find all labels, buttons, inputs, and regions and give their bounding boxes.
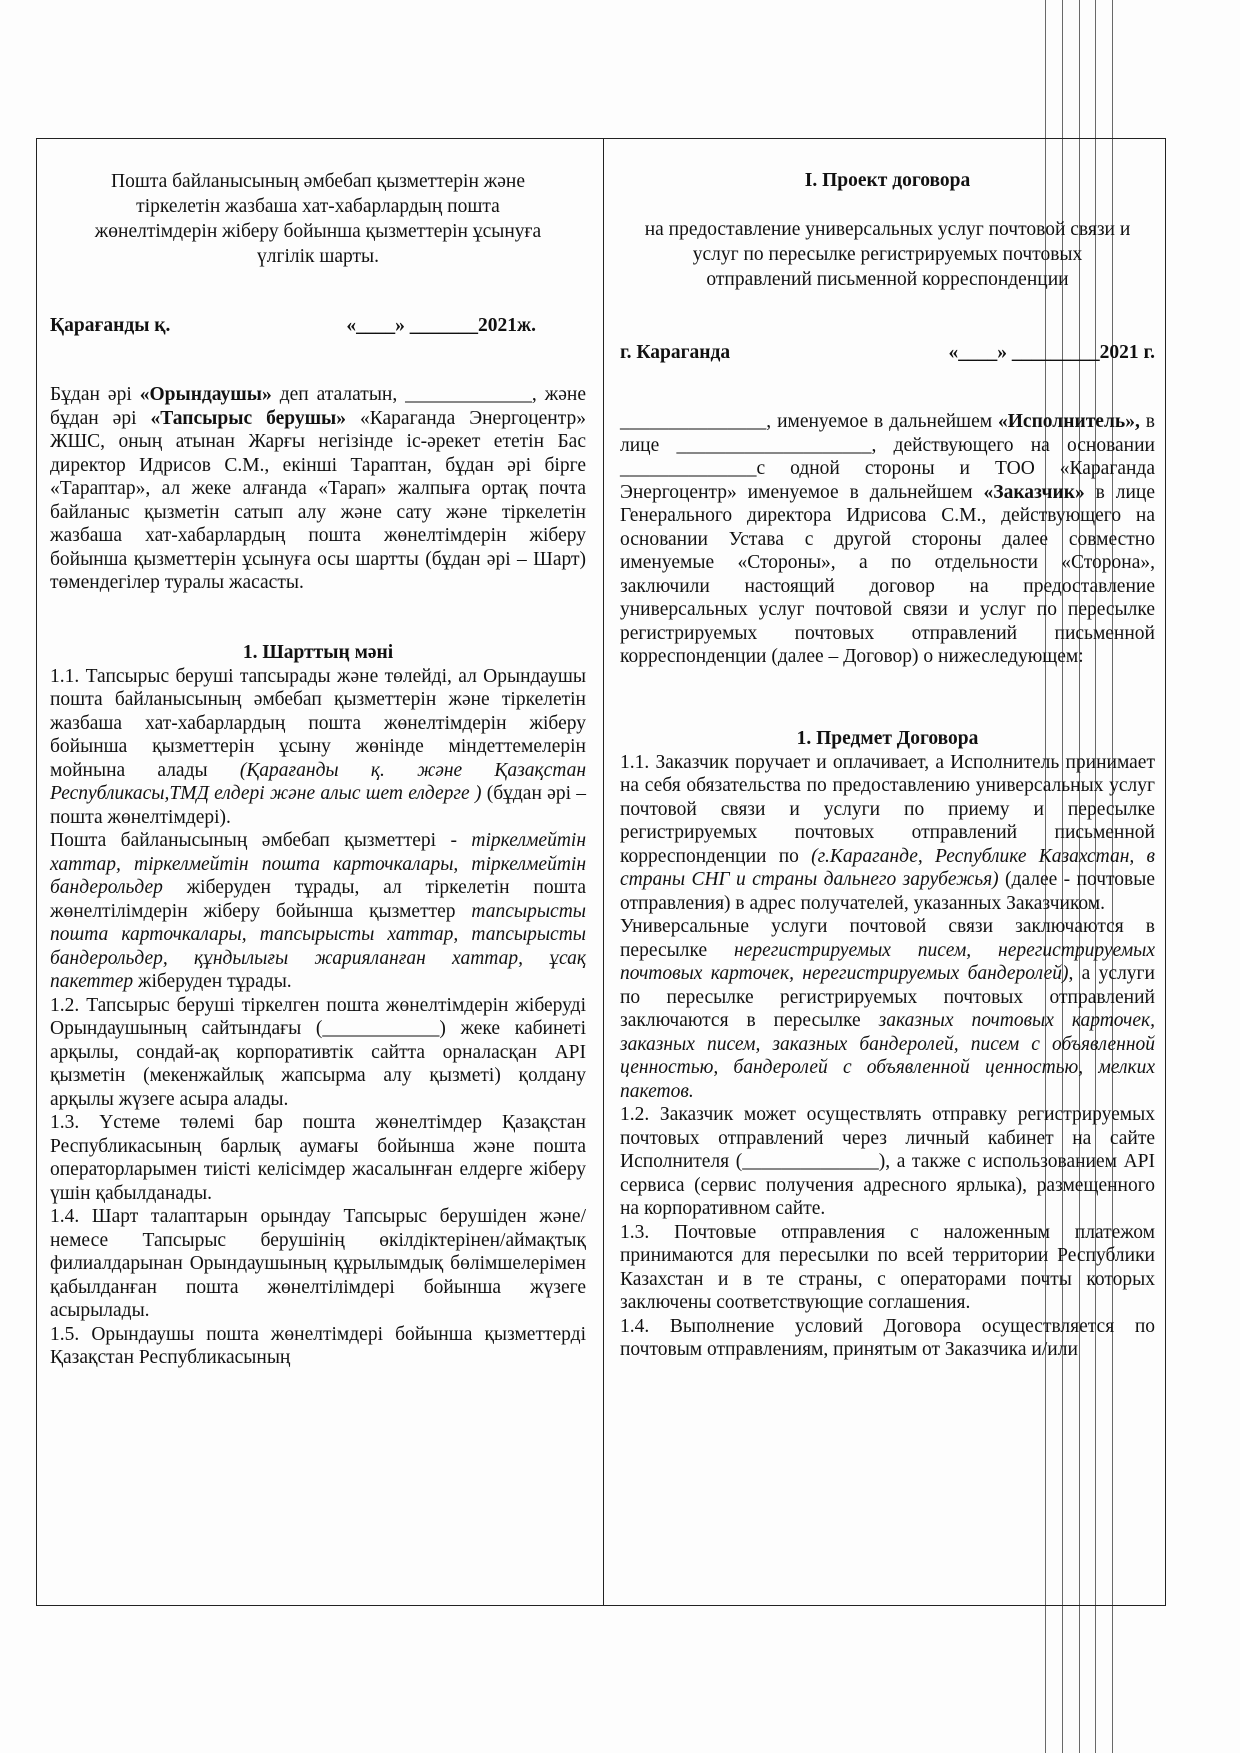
ru-intro (620, 410, 1155, 669)
kz-text-italic: (Қарағанды қ. және Қазақстан Республикасы,ТМД елдері және алыс шет елдерге ) (50, 759, 587, 804)
ru-text: 1.1. Заказчик поручает и оплачивает, а Исполнитель принимает на себя обязательства по предоставлению универсальных услуг почтовой связи и услуги по приему и пересылке регистрируемых почтовых отправлений письменной корреспонденции по (620, 751, 1155, 867)
kz-title: Пошта байланысының әмбебап қызметтерін және тіркелетін жазбаша хат-хабарлардың пошта жөнелтімдерін жіберу бойынша қызметтерін ұсынуға үлгілік шарты. (94, 171, 542, 267)
kz-customer-label: «Тапсырыс берушы» (150, 407, 347, 429)
kz-text: 1.1. Тапсырыс беруші тапсырады және төлейді, ал Орындаушы пошта байланысының әмбебап қызметтерін және тіркелетін жазбаша хат-хабарлардың пошта жөнелтімдерін жіберу бойынша қызметтерін ұсыну жөнінде міндеттемелерін мойнына алады (50, 665, 586, 781)
kz-section-1-title: 1. Шарттың мәні (242, 641, 394, 663)
kz-clause-1-4: 1.4. Шарт талаптарын орындау Тапсырыс берушіден және/немесе Тапсырыс берушінің өкілдіктерінен/аймақтық филиалдарынан Орындаушының құрылымдық бөлімшелерімен қабылданған пошта жөнелтілімдері бойынша жүзеге асырылады. (50, 1206, 586, 1321)
kz-text: жіберуден тұрады. (133, 971, 292, 992)
ru-section-1-title: 1. Предмет Договора (796, 727, 979, 749)
kz-clause-1-3: 1.3. Үстеме төлемі бар пошта жөнелтімдер Қазақстан Республикасының барлық аумағы бойынша және пошта операторларымен тиісті келісімдер жасалынған елдерге жіберу үшін қабылданады. (50, 1112, 586, 1204)
kz-executor-label: «Орындаушы» (139, 384, 272, 405)
kz-intro (50, 383, 586, 595)
ru-text: (далее - почтовые отправления) в адрес получателей, указанных Заказчиком. (620, 869, 1155, 914)
kz-intro-text: деп аталатын, _____________, және бұдан әрі (50, 384, 586, 429)
kz-text-italic: тіркелмейтін хаттар, тіркелмейтін пошта карточкалары, тіркелмейтін бандерольдер (50, 830, 586, 898)
ru-text: , а услуги по пересылке регистрируемых почтовых отправлений заключаются в пересылке (620, 963, 1155, 1031)
ru-text: _______________, (620, 411, 772, 432)
kz-city: Қарағанды қ. (50, 315, 171, 336)
kz-clause-1-1-cont (50, 829, 586, 994)
document-frame (36, 138, 1166, 1606)
ru-city-date (620, 342, 1155, 364)
ru-text-italic: заказных почтовых карточек, заказных писем, заказных бандеролей, писем с объявленной ценностью, бандеролей с объявленной ценностью, мелких пакетов. (620, 1010, 1155, 1102)
kz-clause-1-1 (50, 665, 586, 830)
ru-clause-1-1 (620, 751, 1155, 916)
ru-text: Универсальные услуги почтовой связи заключаются в пересылке (620, 916, 1155, 961)
ru-text: именуемое в дальнейшем (771, 411, 998, 432)
ru-city: г. Караганда (620, 342, 731, 363)
russian-column (604, 139, 1165, 1605)
ru-text: в лице Генерального директора Идрисова С.М., действующего на основании Устава с другой стороны далее совместно именуемые «Стороны», а по отдельности «Сторона», заключили настоящий договор на предоставление универсальных услуг почтовой связи и услуг по пересылке регистрируемых почтовых отправлений письменной корреспонденции (далее – Договор) о нижеследующем: (620, 481, 1156, 667)
kz-text-italic: тапсырысты пошта карточкалары, тапсырысты хаттар, тапсырысты бандерольдер, құндылығы жарияланған хаттар, ұсақ пакеттер (50, 900, 586, 992)
ru-text-italic: (г.Караганде, Республике Казахстан, в страны СНГ и страны дальнего зарубежья) (620, 845, 1156, 890)
ru-clause-1-3: 1.3. Почтовые отправления с наложенным платежом принимаются для пересылки по всей территории Республики Казахстан и в те страны, с операторами почты которых заключены соответствующие соглашения. (620, 1221, 1155, 1313)
kz-clause-1-5: 1.5. Орындаушы пошта жөнелтімдері бойынша қызметтерді Қазақстан Республикасының (50, 1323, 586, 1368)
kazakh-column (37, 139, 604, 1605)
ru-customer-label: «Заказчик» (983, 481, 1085, 503)
kz-intro-text: «Караганда Энергоцентр» ЖШС, оның атынан Жарғы негізінде іс-әрекет ететін Бас директор Идрисов С.М., екінші Тараптан, бұдан әрі бірге «Тараптар», ал жеке алғанда «Тарап» жалпыға ортақ почта байланыс қызметін сатып алу және сату және тіркелетін жазбаша хат-хабарлардың пошта жөнелтімдерін жіберу бойынша қызметтерін ұсынуға осы шартты (бұдан әрі – Шарт) төмендегілер туралы жасасты. (50, 407, 586, 593)
ru-subtitle: на предоставление универсальных услуг почтовой связи и услуг по пересылке регистрируемых почтовых отправлений письменной корреспонденции (644, 219, 1131, 290)
ru-section-title: I. Проект договора (804, 170, 971, 191)
kz-text: (бұдан әрі – пошта жөнелтімдері). (50, 783, 587, 828)
kz-text: Пошта байланысының әмбебап қызметтері - (50, 830, 472, 851)
ru-clause-1-1-cont (620, 915, 1155, 1103)
ru-text: в лице ____________________, действующего на основании ______________с одной стороны и ТОО «Караганда Энергоцентр» именуемое в дальнейшем (620, 411, 1155, 503)
kz-clause-1-2: 1.2. Тапсырыс беруші тіркелген пошта жөнелтімдерін жіберуді Орындаушының сайтындағы (____________) жеке кабинеті арқылы, сондай-ақ корпоративтік сайтта орналасқан API қызметін (мекенжайлық жапсырма алу қызметі) қолдану арқылы жүзеге асыра алады. (50, 994, 586, 1110)
kz-intro-text: Бұдан әрі (50, 384, 140, 405)
ru-date: «____» _________2021 г. (948, 342, 1155, 363)
kz-city-date (50, 315, 586, 337)
ru-clause-1-2: 1.2. Заказчик может осуществлять отправку регистрируемых почтовых отправлений через личный кабинет на сайте Исполнителя (______________), а также с использованием API сервиса (сервис получения адресного ярлыка), размещенного на корпоративном сайте. (620, 1104, 1155, 1219)
kz-date: «____» _______2021ж. (346, 315, 536, 336)
kz-text: жіберуден тұрады, ал тіркелетін пошта жөнелтілімдерін жіберу бойынша қызметтер (50, 877, 586, 922)
ru-executor-label: «Исполнитель», (998, 411, 1140, 432)
ru-clause-1-4: 1.4. Выполнение условий Договора осуществляется по почтовым отправлениям, принятым от Заказчика и/или (620, 1315, 1155, 1360)
ru-text-italic: нерегистрируемых писем, нерегистрируемых почтовых карточек, нерегистрируемых бандеролей) (620, 939, 1155, 984)
